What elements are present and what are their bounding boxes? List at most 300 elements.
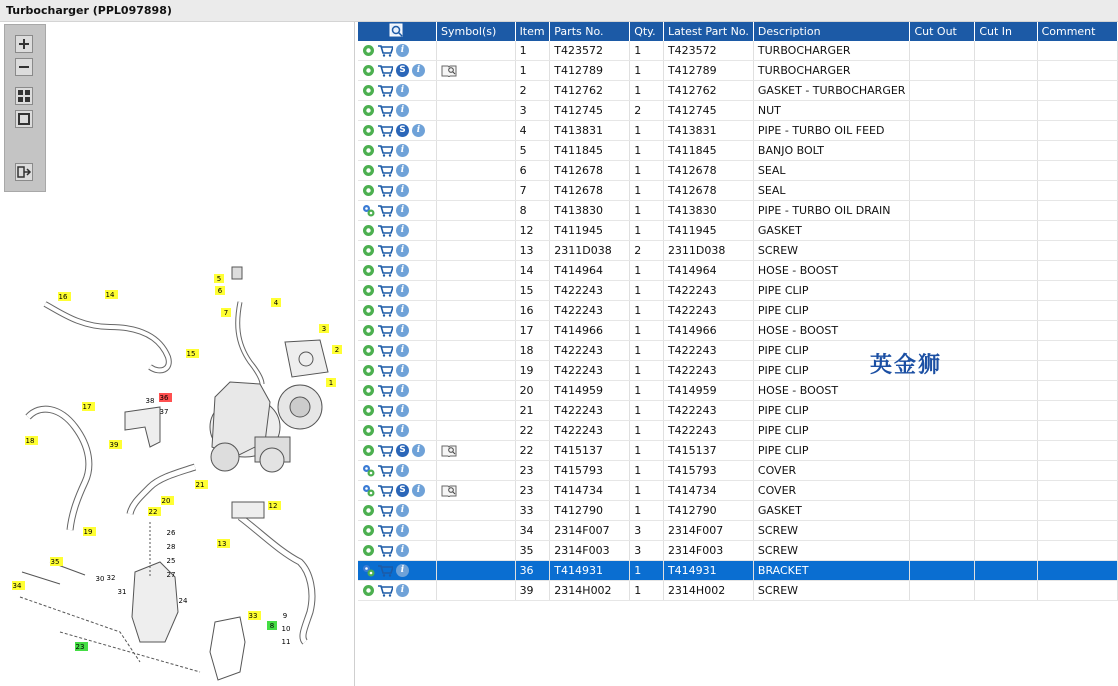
info-icon[interactable]: i	[396, 464, 409, 477]
callout-label: 10	[281, 625, 291, 633]
row-icons-cell[interactable]	[358, 341, 436, 361]
qty-cell: 1	[630, 381, 664, 401]
cut-in-cell	[975, 481, 1037, 501]
info-icon[interactable]: i	[396, 504, 409, 517]
part-no-cell: T414964	[550, 261, 630, 281]
table-row[interactable]	[358, 401, 1118, 421]
info-icon[interactable]: i	[396, 84, 409, 97]
symbols-cell	[436, 581, 515, 601]
callout-label: 26	[166, 529, 176, 537]
callout-8[interactable]	[267, 621, 277, 630]
callout-36[interactable]	[159, 393, 172, 402]
info-icon[interactable]: i	[396, 104, 409, 117]
callout-18[interactable]	[25, 436, 38, 445]
cut-in-cell	[975, 121, 1037, 141]
info-icon[interactable]: i	[396, 44, 409, 57]
latest-part-no-cell: T422243	[663, 281, 753, 301]
table-row[interactable]	[358, 321, 1118, 341]
qty-cell: 1	[630, 301, 664, 321]
callout-32[interactable]	[107, 574, 116, 582]
zoom-out-button[interactable]	[15, 58, 33, 76]
diagram-pane[interactable]	[0, 22, 355, 686]
cut-in-cell	[975, 561, 1037, 581]
row-icons-cell[interactable]	[358, 201, 436, 221]
comment-cell	[1037, 221, 1117, 241]
cut-out-cell	[910, 81, 975, 101]
callout-label: 11	[281, 638, 291, 646]
callout-10[interactable]	[282, 625, 291, 633]
cut-out-cell	[910, 181, 975, 201]
cut-out-cell	[910, 501, 975, 521]
info-icon[interactable]: i	[396, 184, 409, 197]
cut-in-cell	[975, 441, 1037, 461]
latest-part-no-cell: T422243	[663, 341, 753, 361]
symbols-cell	[436, 181, 515, 201]
header-cut-in[interactable]: Cut In	[975, 22, 1037, 41]
symbols-cell	[436, 121, 515, 141]
item-cell: 14	[515, 261, 550, 281]
window-title: Turbocharger (PPL097898)	[6, 4, 172, 17]
item-cell: 39	[515, 581, 550, 601]
info-icon[interactable]: i	[396, 544, 409, 557]
table-row[interactable]	[358, 481, 1118, 501]
cut-in-cell	[975, 41, 1037, 61]
gear-icon	[362, 164, 375, 177]
table-row[interactable]	[358, 41, 1118, 61]
callout-38[interactable]	[146, 397, 155, 405]
callout-33[interactable]	[248, 611, 261, 620]
latest-part-no-cell: T414966	[663, 321, 753, 341]
cut-out-cell	[910, 241, 975, 261]
comment-cell	[1037, 441, 1117, 461]
header-description[interactable]: Description	[753, 22, 910, 41]
row-icons-cell[interactable]	[358, 161, 436, 181]
item-cell: 6	[515, 161, 550, 181]
callout-label: 35	[50, 558, 60, 566]
latest-part-no-cell: T422243	[663, 361, 753, 381]
header-item[interactable]: Item	[515, 22, 550, 41]
callout-24[interactable]	[179, 597, 188, 605]
header-part-no[interactable]: Parts No.	[550, 22, 630, 41]
row-icons-cell[interactable]	[358, 141, 436, 161]
cut-in-cell	[975, 461, 1037, 481]
gear-icon	[362, 524, 375, 537]
cart-icon	[378, 85, 393, 97]
book-icon[interactable]	[441, 444, 457, 457]
item-cell: 1	[515, 61, 550, 81]
callout-label: 38	[145, 397, 155, 405]
gear-icon	[362, 344, 375, 357]
row-icons-cell[interactable]	[358, 101, 436, 121]
cart-icon	[378, 505, 393, 517]
qty-cell: 1	[630, 401, 664, 421]
comment-cell	[1037, 401, 1117, 421]
symbols-cell	[436, 541, 515, 561]
callout-label: 21	[195, 481, 205, 489]
part-no-cell: T422243	[550, 281, 630, 301]
part-no-cell: T412789	[550, 61, 630, 81]
zoom-out-icon	[16, 59, 32, 75]
description-cell: HOSE - BOOST	[753, 261, 910, 281]
search-parts-icon	[389, 23, 405, 37]
callout-5[interactable]	[214, 274, 224, 283]
row-icons-cell[interactable]	[358, 321, 436, 341]
gear-icon	[362, 504, 375, 517]
symbols-cell	[436, 521, 515, 541]
gear-icon	[362, 184, 375, 197]
table-row[interactable]	[358, 221, 1118, 241]
callout-7[interactable]	[221, 308, 231, 317]
cut-in-cell	[975, 361, 1037, 381]
item-cell: 8	[515, 201, 550, 221]
row-icons-cell[interactable]	[358, 421, 436, 441]
qty-cell: 1	[630, 341, 664, 361]
row-icons-cell[interactable]	[358, 281, 436, 301]
row-icons-cell[interactable]	[358, 561, 436, 581]
info-icon[interactable]: i	[396, 524, 409, 537]
item-cell: 12	[515, 221, 550, 241]
item-cell: 5	[515, 141, 550, 161]
symbols-cell	[436, 41, 515, 61]
info-icon[interactable]: i	[396, 344, 409, 357]
latest-part-no-cell: T415137	[663, 441, 753, 461]
info-icon[interactable]: i	[412, 484, 425, 497]
row-icons-cell[interactable]	[358, 541, 436, 561]
qty-cell: 1	[630, 481, 664, 501]
description-cell: SEAL	[753, 161, 910, 181]
comment-cell	[1037, 461, 1117, 481]
part-no-cell: T423572	[550, 41, 630, 61]
cart-icon	[378, 45, 393, 57]
callout-17[interactable]	[82, 402, 95, 411]
table-row[interactable]	[358, 541, 1118, 561]
latest-part-no-cell: T414959	[663, 381, 753, 401]
info-icon[interactable]: i	[396, 264, 409, 277]
table-row[interactable]	[358, 461, 1118, 481]
service-icon[interactable]: S	[396, 64, 409, 77]
description-cell: PIPE CLIP	[753, 421, 910, 441]
description-cell: PIPE CLIP	[753, 441, 910, 461]
square-icon	[16, 111, 32, 127]
info-icon[interactable]: i	[396, 584, 409, 597]
callout-label: 6	[217, 287, 223, 295]
service-icon[interactable]: S	[396, 444, 409, 457]
cut-in-cell	[975, 341, 1037, 361]
multi-gear-icon	[362, 484, 375, 497]
symbols-cell	[436, 61, 515, 81]
service-icon[interactable]: S	[396, 484, 409, 497]
description-cell: SCREW	[753, 581, 910, 601]
latest-part-no-cell: T415793	[663, 461, 753, 481]
cut-out-cell	[910, 561, 975, 581]
cut-out-cell	[910, 481, 975, 501]
table-row[interactable]	[358, 81, 1118, 101]
item-cell: 22	[515, 441, 550, 461]
comment-cell	[1037, 301, 1117, 321]
callout-26[interactable]	[167, 529, 176, 537]
part-no-cell: T422243	[550, 301, 630, 321]
info-icon[interactable]: i	[412, 124, 425, 137]
table-row[interactable]	[358, 581, 1118, 601]
multi-gear-icon	[362, 204, 375, 217]
description-cell: COVER	[753, 481, 910, 501]
cut-in-cell	[975, 381, 1037, 401]
part-no-cell: 2314F003	[550, 541, 630, 561]
table-row[interactable]	[358, 421, 1118, 441]
cut-in-cell	[975, 421, 1037, 441]
row-icons-cell[interactable]	[358, 221, 436, 241]
symbols-cell	[436, 341, 515, 361]
table-row[interactable]	[358, 361, 1118, 381]
info-icon[interactable]: i	[396, 144, 409, 157]
actual-size-button[interactable]	[15, 110, 33, 128]
book-icon[interactable]	[441, 484, 457, 497]
gear-icon	[362, 304, 375, 317]
callout-16[interactable]	[58, 292, 71, 301]
description-cell: PIPE CLIP	[753, 401, 910, 421]
info-icon[interactable]: i	[396, 244, 409, 257]
cut-out-cell	[910, 401, 975, 421]
row-icons-cell[interactable]	[358, 501, 436, 521]
callout-19[interactable]	[83, 527, 96, 536]
info-icon[interactable]: i	[396, 164, 409, 177]
callout-label: 30	[95, 575, 105, 583]
cut-out-cell	[910, 581, 975, 601]
latest-part-no-cell: 2314H002	[663, 581, 753, 601]
row-icons-cell[interactable]	[358, 121, 436, 141]
cut-out-cell	[910, 381, 975, 401]
callout-28[interactable]	[167, 543, 176, 551]
latest-part-no-cell: T411845	[663, 141, 753, 161]
comment-cell	[1037, 121, 1117, 141]
row-icons-cell[interactable]	[358, 401, 436, 421]
table-row[interactable]	[358, 121, 1118, 141]
header-latest-part-no[interactable]: Latest Part No.	[663, 22, 753, 41]
item-cell: 13	[515, 241, 550, 261]
service-icon[interactable]: S	[396, 124, 409, 137]
cart-icon	[378, 305, 393, 317]
info-icon[interactable]: i	[396, 324, 409, 337]
header-qty[interactable]: Qty.	[630, 22, 664, 41]
row-icons-cell[interactable]	[358, 461, 436, 481]
qty-cell: 1	[630, 561, 664, 581]
callout-37[interactable]	[160, 408, 169, 416]
item-cell: 23	[515, 481, 550, 501]
part-no-cell: T414959	[550, 381, 630, 401]
export-icon	[16, 164, 32, 180]
table-row[interactable]	[358, 561, 1118, 581]
cut-in-cell	[975, 401, 1037, 421]
row-icons-cell[interactable]	[358, 61, 436, 81]
table-row[interactable]	[358, 521, 1118, 541]
row-icons-cell[interactable]	[358, 441, 436, 461]
cut-in-cell	[975, 81, 1037, 101]
exploded-parts-diagram[interactable]	[0, 232, 354, 686]
item-cell: 4	[515, 121, 550, 141]
gear-icon	[362, 284, 375, 297]
callout-label: 39	[109, 441, 119, 449]
qty-cell: 2	[630, 241, 664, 261]
callout-15[interactable]	[186, 349, 199, 358]
description-cell: GASKET	[753, 221, 910, 241]
callout-2[interactable]	[332, 345, 342, 354]
info-icon[interactable]: i	[396, 224, 409, 237]
callout-25[interactable]	[167, 557, 176, 565]
latest-part-no-cell: 2314F007	[663, 521, 753, 541]
description-cell: GASKET	[753, 501, 910, 521]
symbols-cell	[436, 381, 515, 401]
callout-22[interactable]	[148, 507, 161, 516]
symbols-cell	[436, 301, 515, 321]
table-row[interactable]	[358, 341, 1118, 361]
table-row[interactable]	[358, 261, 1118, 281]
symbols-cell	[436, 221, 515, 241]
qty-cell: 1	[630, 581, 664, 601]
row-icons-cell[interactable]	[358, 361, 436, 381]
table-row[interactable]	[358, 281, 1118, 301]
table-row[interactable]	[358, 101, 1118, 121]
item-cell: 19	[515, 361, 550, 381]
callout-label: 1	[328, 379, 334, 387]
cut-in-cell	[975, 221, 1037, 241]
callout-13[interactable]	[217, 539, 230, 548]
row-icons-cell[interactable]	[358, 261, 436, 281]
callout-31[interactable]	[118, 588, 127, 596]
callout-label: 8	[269, 622, 275, 630]
header-symbols[interactable]: Symbol(s)	[436, 22, 515, 41]
description-cell: GASKET - TURBOCHARGER	[753, 81, 910, 101]
callout-30[interactable]	[96, 575, 105, 583]
cut-out-cell	[910, 101, 975, 121]
part-no-cell: T411845	[550, 141, 630, 161]
callout-3[interactable]	[319, 324, 329, 333]
qty-cell: 1	[630, 361, 664, 381]
table-row[interactable]	[358, 61, 1118, 81]
info-icon[interactable]: i	[396, 364, 409, 377]
table-row[interactable]	[358, 201, 1118, 221]
info-icon[interactable]: i	[396, 304, 409, 317]
callout-4[interactable]	[271, 298, 281, 307]
callout-21[interactable]	[195, 480, 208, 489]
info-icon[interactable]: i	[396, 564, 409, 577]
comment-cell	[1037, 381, 1117, 401]
callout-label: 25	[166, 557, 176, 565]
cut-out-cell	[910, 421, 975, 441]
export-button[interactable]	[15, 163, 33, 181]
row-icons-cell[interactable]	[358, 581, 436, 601]
callout-1[interactable]	[326, 378, 336, 387]
header-icons[interactable]	[358, 22, 436, 41]
callout-6[interactable]	[215, 286, 225, 295]
callout-35[interactable]	[50, 557, 63, 566]
description-cell: PIPE CLIP	[753, 301, 910, 321]
comment-cell	[1037, 581, 1117, 601]
callout-27[interactable]	[167, 571, 176, 579]
description-cell: PIPE - TURBO OIL DRAIN	[753, 201, 910, 221]
qty-cell: 1	[630, 161, 664, 181]
cart-icon	[378, 525, 393, 537]
row-icons-cell[interactable]	[358, 481, 436, 501]
row-icons-cell[interactable]	[358, 181, 436, 201]
table-row[interactable]	[358, 301, 1118, 321]
info-icon[interactable]: i	[396, 284, 409, 297]
callout-12[interactable]	[268, 501, 281, 510]
table-row[interactable]	[358, 161, 1118, 181]
callout-11[interactable]	[282, 638, 291, 646]
cut-in-cell	[975, 181, 1037, 201]
symbols-cell	[436, 361, 515, 381]
fit-all-button[interactable]	[15, 87, 33, 105]
cart-icon	[378, 565, 393, 577]
callout-9[interactable]	[283, 612, 287, 620]
part-no-cell: T412678	[550, 161, 630, 181]
row-icons-cell[interactable]	[358, 81, 436, 101]
row-icons-cell[interactable]	[358, 241, 436, 261]
zoom-in-button[interactable]	[15, 35, 33, 53]
table-row[interactable]	[358, 501, 1118, 521]
description-cell: HOSE - BOOST	[753, 321, 910, 341]
callout-14[interactable]	[105, 290, 118, 299]
qty-cell: 1	[630, 501, 664, 521]
cut-in-cell	[975, 201, 1037, 221]
comment-cell	[1037, 361, 1117, 381]
table-row[interactable]	[358, 441, 1118, 461]
table-row[interactable]	[358, 241, 1118, 261]
part-no-cell: T413830	[550, 201, 630, 221]
info-icon[interactable]: i	[396, 204, 409, 217]
callout-34[interactable]	[12, 581, 25, 590]
book-icon[interactable]	[441, 64, 457, 77]
gear-icon	[362, 324, 375, 337]
item-cell: 15	[515, 281, 550, 301]
cart-icon	[378, 545, 393, 557]
latest-part-no-cell: 2311D038	[663, 241, 753, 261]
info-icon[interactable]: i	[396, 404, 409, 417]
table-row[interactable]	[358, 381, 1118, 401]
header-comment[interactable]: Comment	[1037, 22, 1117, 41]
item-cell: 3	[515, 101, 550, 121]
table-row[interactable]	[358, 141, 1118, 161]
info-icon[interactable]: i	[412, 64, 425, 77]
parts-table-body	[358, 41, 1118, 601]
comment-cell	[1037, 241, 1117, 261]
callout-39[interactable]	[109, 440, 122, 449]
callout-20[interactable]	[161, 496, 174, 505]
cut-out-cell	[910, 321, 975, 341]
callout-label: 5	[216, 275, 222, 283]
part-no-cell: 2311D038	[550, 241, 630, 261]
row-icons-cell[interactable]	[358, 381, 436, 401]
part-no-cell: T412745	[550, 101, 630, 121]
gear-icon	[362, 584, 375, 597]
row-icons-cell[interactable]	[358, 301, 436, 321]
callout-label: 19	[83, 528, 93, 536]
description-cell: SEAL	[753, 181, 910, 201]
info-icon[interactable]: i	[396, 384, 409, 397]
header-cut-out[interactable]: Cut Out	[910, 22, 975, 41]
info-icon[interactable]: i	[412, 444, 425, 457]
row-icons-cell[interactable]	[358, 521, 436, 541]
info-icon[interactable]: i	[396, 424, 409, 437]
cart-icon	[378, 405, 393, 417]
callout-23[interactable]	[75, 642, 88, 651]
item-cell: 7	[515, 181, 550, 201]
row-icons-cell[interactable]	[358, 41, 436, 61]
gear-icon	[362, 64, 375, 77]
table-row[interactable]	[358, 181, 1118, 201]
cut-out-cell	[910, 281, 975, 301]
description-cell: PIPE CLIP	[753, 361, 910, 381]
